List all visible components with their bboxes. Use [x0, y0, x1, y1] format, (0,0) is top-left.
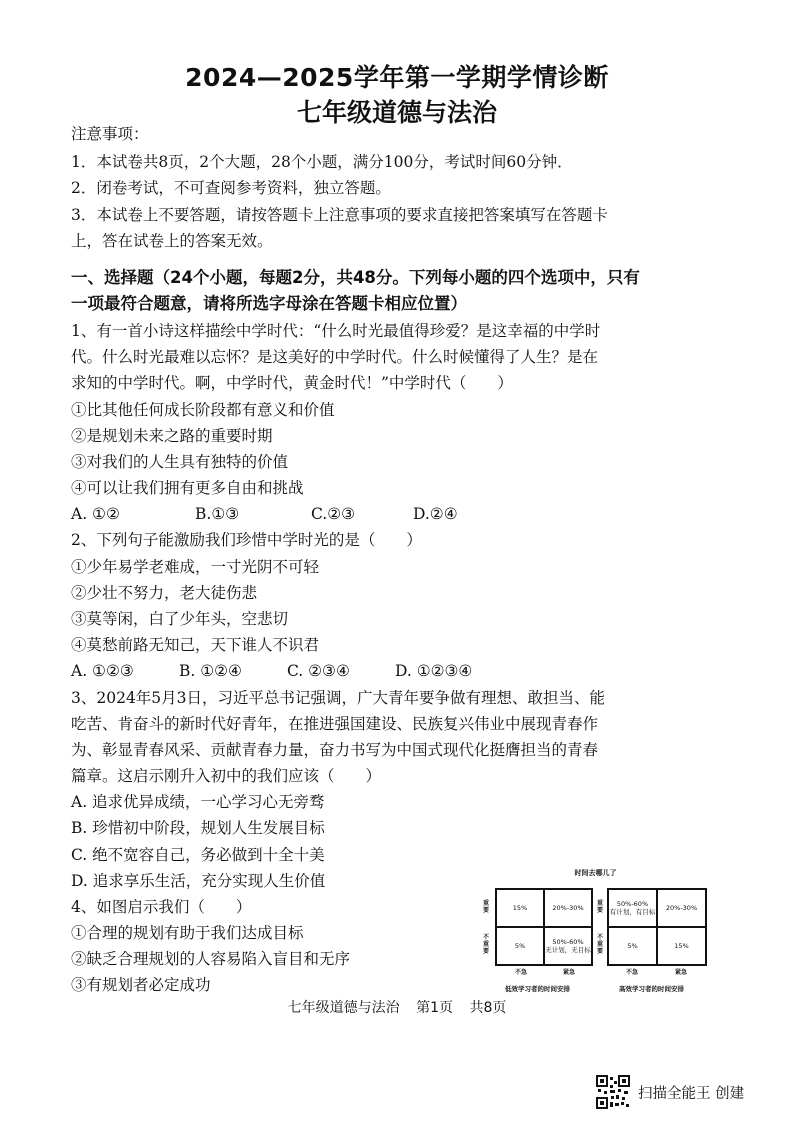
left-x-left: 不急	[515, 969, 528, 976]
footer-total: 共8页	[469, 1000, 507, 1016]
right-cell: 15%	[657, 927, 706, 965]
q2-option-b: B. ①②④	[179, 662, 242, 680]
q3-stem: 吃苦、肯奋斗的新时代好青年，在推进强国建设、民族复兴伟业中展现青春作	[71, 715, 599, 733]
left-cell: 15%	[496, 889, 544, 927]
figure-title: 时间去哪儿了	[574, 869, 617, 877]
q3-option-a: A. 追求优异成绩，一心学习心无旁骛	[71, 793, 325, 811]
left-matrix	[495, 888, 593, 966]
q3-stem: 3、2024年5月3日，习近平总书记强调，广大青年要争做有理想、敢担当、能	[71, 689, 606, 707]
left-caption: 低效学习者的时间安排	[505, 985, 570, 993]
notice-item: 上，答在试卷上的答案无效。	[71, 232, 273, 250]
q2-item: ②少壮不努力，老大徒伤悲	[71, 584, 258, 602]
section-heading-cont: 一项最符合题意，请将所选字母涂在答题卡相应位置）	[71, 294, 467, 313]
notice-item: 2．闭卷考试，不可查阅参考资料，独立答题。	[71, 179, 391, 197]
q3-option-b: B. 珍惜初中阶段，规划人生发展目标	[71, 819, 325, 837]
q1-options	[71, 504, 458, 524]
q4-item: ③有规划者必定成功	[71, 976, 211, 994]
notice-item: 1．本试卷共8页，2个大题，28个小题，满分100分，考试时间60分钟．	[71, 153, 573, 171]
q3-option-d: D. 追求享乐生活，充分实现人生价值	[71, 872, 326, 890]
q2-option-a: A. ①②③	[71, 662, 134, 680]
q4-item: ②缺乏合理规划的人容易陷入盲目和无序	[71, 950, 351, 968]
q1-item: ①比其他任何成长阶段都有意义和价值	[71, 401, 335, 419]
q1-option-a: A. ①②	[71, 505, 120, 523]
q1-stem: 求知的中学时代。啊，中学时代，黄金时代！”中学时代（ ）	[71, 374, 513, 392]
notice-item: 3．本试卷上不要答题，请按答题卡上注意事项的要求直接把答案填写在答题卡	[71, 206, 608, 224]
q2-options	[71, 661, 472, 681]
qr-code-icon	[596, 1075, 630, 1109]
scanner-label: 扫描全能王 创建	[638, 1085, 745, 1102]
section-heading: 一、选择题（24个小题，每题2分，共48分。下列每小题的四个选项中，只有	[71, 268, 640, 287]
footer-page: 第1页	[416, 1000, 453, 1016]
q3-option-c: C. 绝不宽容自己，务必做到十全十美	[71, 846, 325, 864]
time-allocation-figure	[483, 868, 708, 998]
q2-option-d: D. ①②③④	[395, 662, 473, 680]
right-y-top: 重要	[597, 900, 604, 914]
q2-stem: 2、下列句子能激励我们珍惜中学时光的是（ ）	[71, 531, 422, 549]
q4-stem: 4、如图启示我们（ ）	[71, 898, 252, 916]
left-cell: 20%-30%	[544, 889, 592, 927]
right-cell: 20%-30%	[657, 889, 706, 927]
q1-item: ④可以让我们拥有更多自由和挑战	[71, 479, 304, 497]
left-cell: 50%-60% 无计划，无目标	[544, 927, 592, 965]
notice-heading: 注意事项：	[71, 125, 149, 143]
q1-stem: 1、有一首小诗这样描绘中学时代：“什么时光最值得珍爱？是这幸福的中学时	[71, 322, 601, 340]
q1-item: ②是规划未来之路的重要时期	[71, 427, 273, 445]
page-footer	[0, 997, 794, 1017]
right-x-right: 紧急	[675, 969, 688, 976]
q1-option-d: D.②④	[413, 505, 458, 523]
right-matrix	[607, 888, 707, 966]
left-y-bottom: 不重要	[483, 934, 490, 955]
left-x-right: 紧急	[563, 969, 576, 976]
exam-subtitle: 七年级道德与法治	[296, 98, 497, 127]
q2-item: ④莫愁前路无知己，天下谁人不识君	[71, 636, 320, 654]
left-cell: 5%	[496, 927, 544, 965]
q2-item: ③莫等闲，白了少年头，空悲切	[71, 610, 289, 628]
q2-item: ①少年易学老难成，一寸光阴不可轻	[71, 558, 320, 576]
right-caption: 高效学习者的时间安排	[619, 985, 684, 993]
q1-item: ③对我们的人生具有独特的价值	[71, 453, 289, 471]
right-cell: 50%-60% 有计划，有目标	[608, 889, 657, 927]
scanner-watermark	[596, 1075, 744, 1109]
q1-stem: 代。什么时光最难以忘怀？是这美好的中学时代。什么时候懂得了人生？是在	[71, 348, 599, 366]
exam-title: 2024—2025学年第一学期学情诊断	[185, 63, 609, 92]
right-cell: 5%	[608, 927, 657, 965]
right-x-left: 不急	[626, 969, 639, 976]
left-y-top: 重要	[483, 900, 490, 914]
right-y-bottom: 不重要	[597, 934, 604, 955]
q2-option-c: C. ②③④	[287, 662, 350, 680]
q3-stem: 为、彰显青春风采、贡献青春力量，奋力书写为中国式现代化挺膺担当的青春	[71, 741, 599, 759]
q3-stem: 篇章。这启示刚升入初中的我们应该（ ）	[71, 767, 382, 785]
q4-item: ①合理的规划有助于我们达成目标	[71, 924, 304, 942]
footer-subject: 七年级道德与法治	[287, 1000, 400, 1016]
q1-option-b: B.①③	[195, 505, 240, 523]
q1-option-c: C.②③	[311, 505, 356, 523]
